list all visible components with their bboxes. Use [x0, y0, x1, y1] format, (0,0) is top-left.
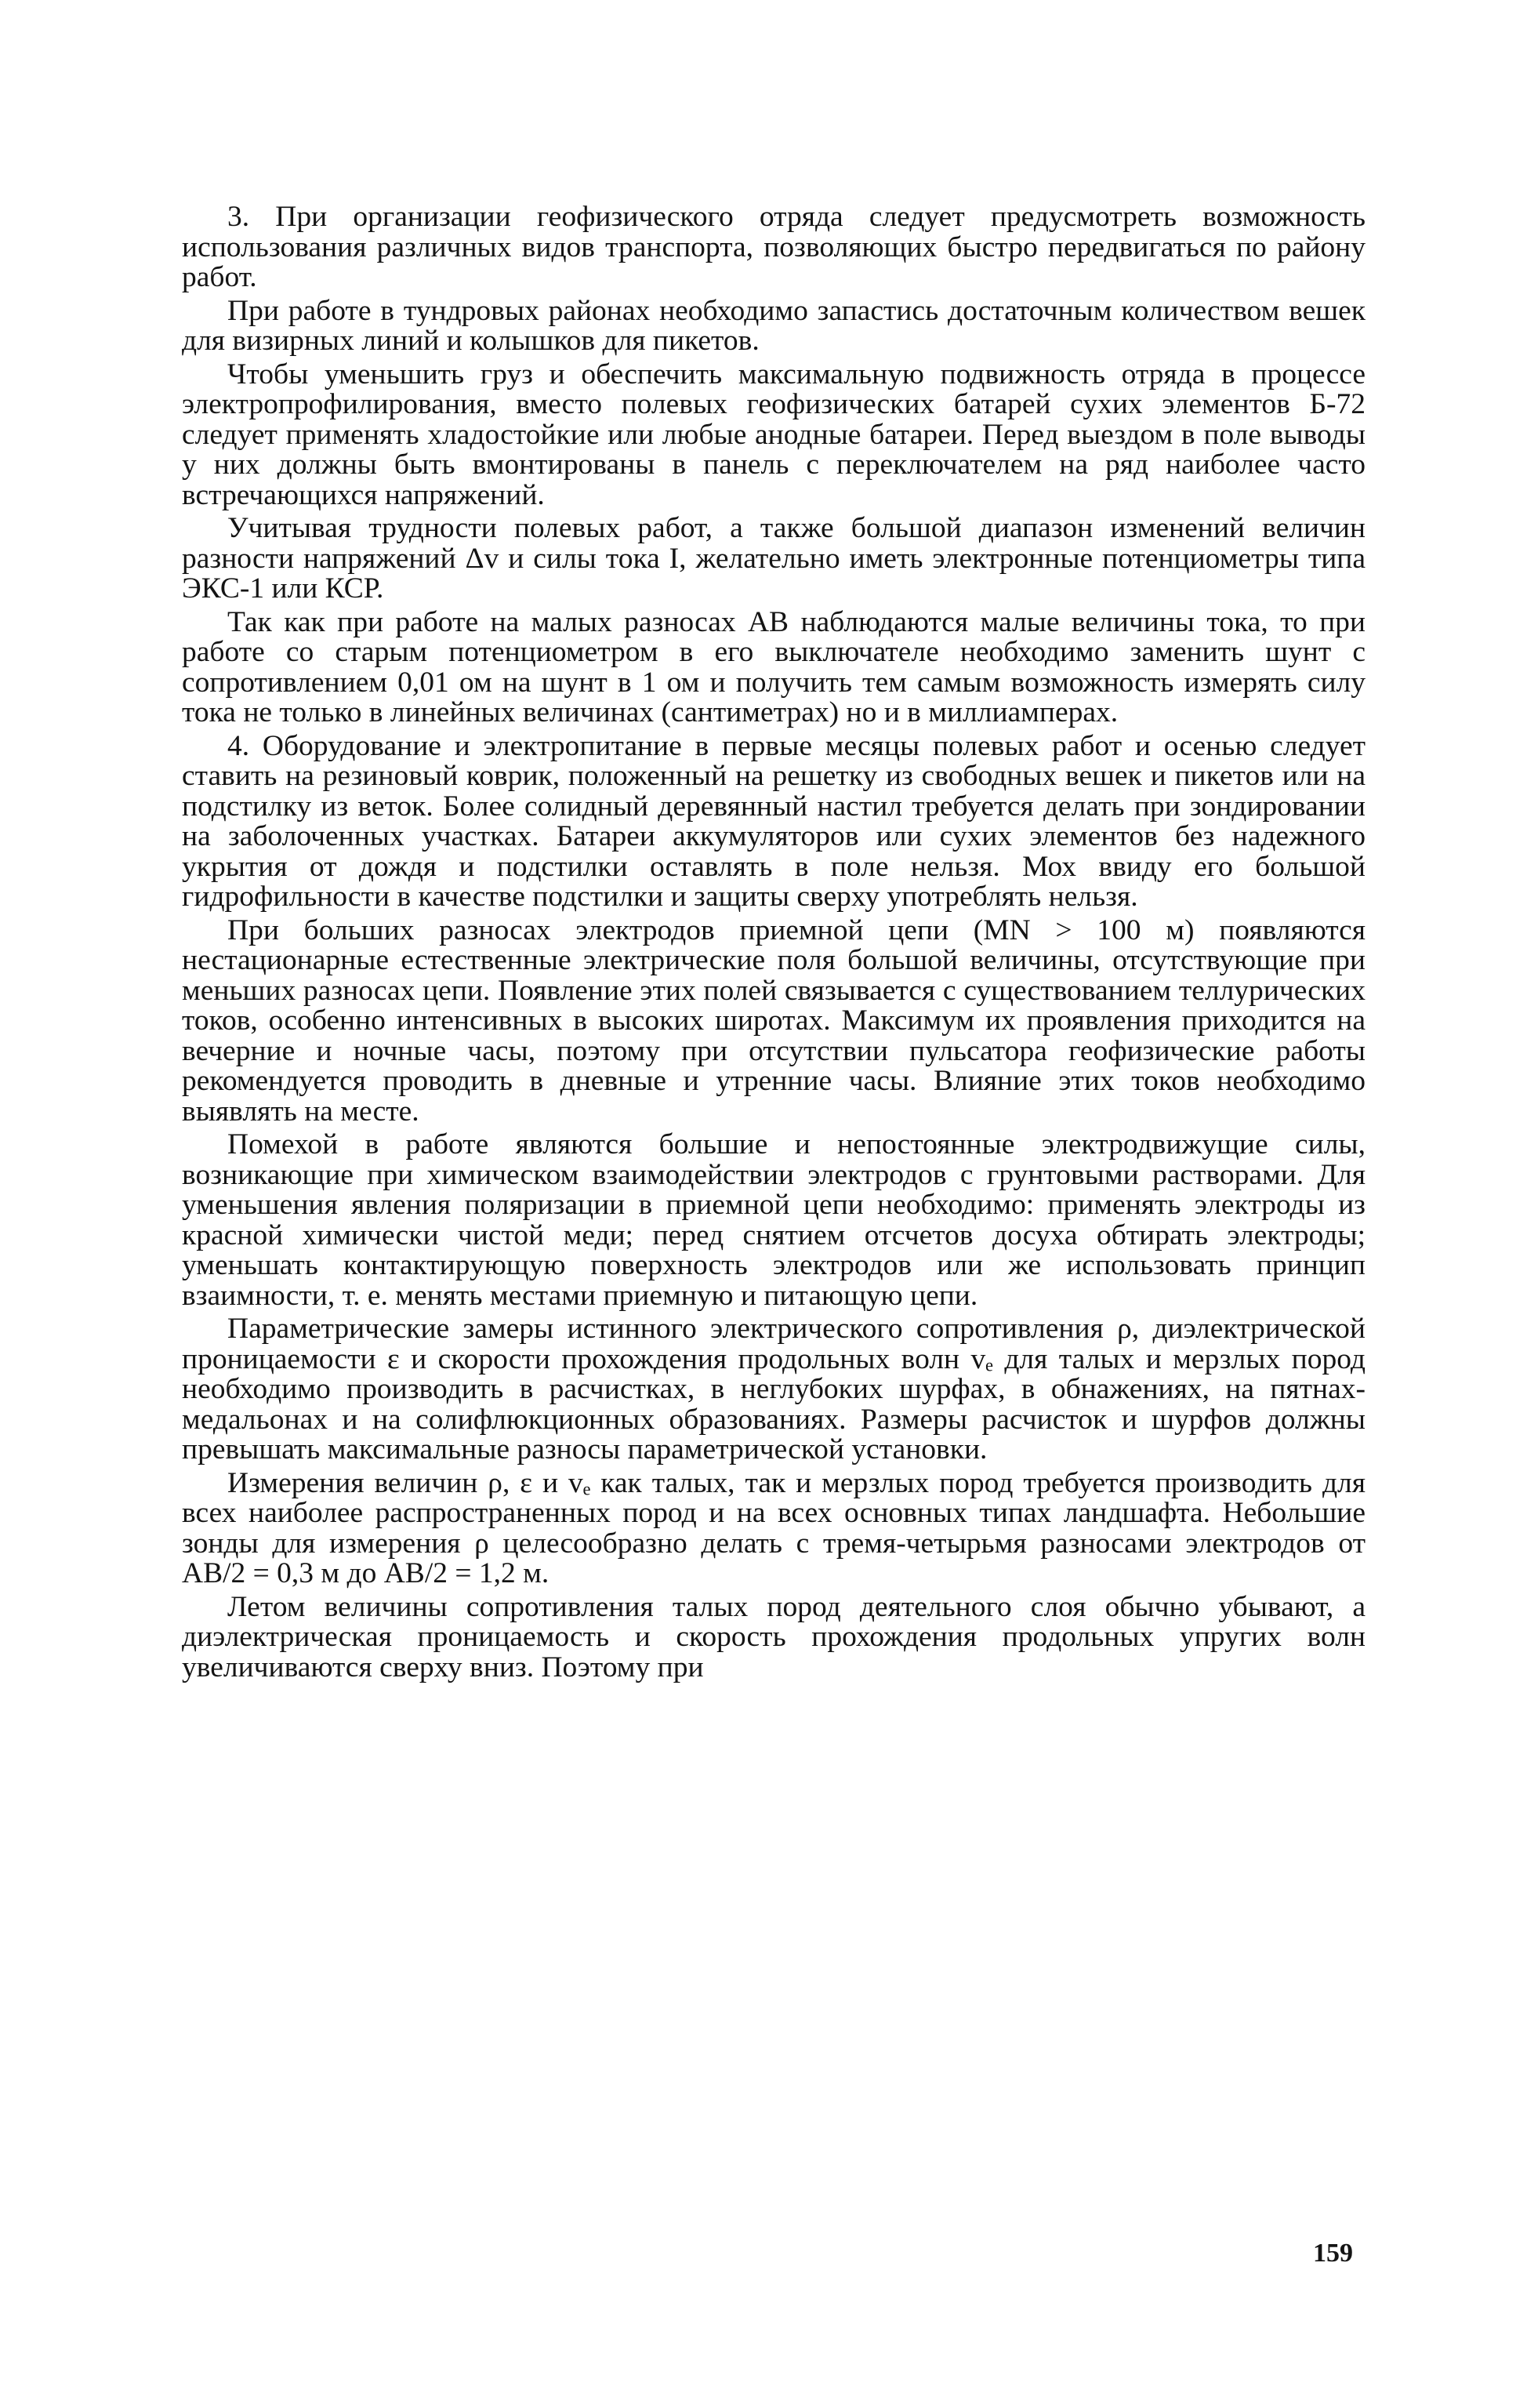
paragraph-parametric-measurements: Параметрические замеры истинного электрического сопротивления ρ, диэлектрической проницаемости ε и скорости прохождения продольных волн vₑ для талых и мерзлых пород необходимо производить в расчистках, в неглубоких шурфах, в обнажениях, на пятнах-медальонах и на солифлюкционных образованиях. Размеры расчисток и шурфов должны превышать максимальные разносы параметрической установки. [182, 1313, 1366, 1466]
paragraph-summer-values: Летом величины сопротивления талых пород деятельного слоя обычно убывают, а диэлектрическая проницаемость и скорость прохождения продольных упругих волн увеличиваются сверху вниз. Поэтому при [182, 1590, 1366, 1683]
paragraph-tundra-stakes: При работе в тундровых районах необходимо запастись достаточным количеством вешек для визирных линий и колышков для пикетов. [182, 294, 1366, 357]
paragraph-shunt: Так как при работе на малых разносах AB наблюдаются малые величины тока, то при работе со старым потенциометром в его выключателе необходимо заменить шунт с сопротивлением 0,01 ом на шунт в 1 ом и получить тем самым возможность измерять силу тока не только в линейных величинах (сантиметрах) но и в миллиамперах. [182, 605, 1366, 728]
paragraph-measurement-sondes: Измерения величин ρ, ε и vₑ как талых, так и мерзлых пород требуется производить для всех наиболее распространенных пород и на всех основных типах ландшафта. Небольшие зонды для измерения ρ целесообразно делать с тремя-четырьмя разносами электродов от AB/2 = 0,3 м до AB/2 = 1,2 м. [182, 1466, 1366, 1589]
paragraph-equipment: 4. Оборудование и электропитание в первые месяцы полевых работ и осенью следует ставить на резиновый коврик, положенный на решетку из свободных вешек и пикетов или на подстилку из веток. Более солидный деревянный настил требуется делать при зондировании на заболоченных участках. Батареи аккумуляторов или сухих элементов без надежного укрытия от дождя и подстилки оставлять в поле нельзя. Мох ввиду его большой гидрофильности в качестве подстилки и защиты сверху употреблять нельзя. [182, 729, 1366, 913]
paragraph-batteries: Чтобы уменьшить груз и обеспечить максимальную подвижность отряда в процессе электропрофилирования, вместо полевых геофизических батарей сухих элементов Б-72 следует применять хладостойкие или любые анодные батареи. Перед выездом в поле выводы у них должны быть вмонтированы в панель с переключателем на ряд наиболее часто встречающихся напряжений. [182, 358, 1366, 511]
paragraph-telluric-currents: При больших разносах электродов приемной цепи (MN > 100 м) появляются нестационарные естественные электрические поля большой величины, отсутствующие при меньших разносах цепи. Появление этих полей связывается с существованием теллурических токов, особенно интенсивных в высоких широтах. Максимум их проявления приходится на вечерние и ночные часы, поэтому при отсутствии пульсатора геофизические работы рекомендуется проводить в дневные и утренние часы. Влияние этих токов необходимо выявлять на месте. [182, 913, 1366, 1128]
paragraph-potentiometers: Учитывая трудности полевых работ, а также большой диапазон изменений величин разности напряжений Δv и силы тока I, желательно иметь электронные потенциометры типа ЭКС-1 или КСР. [182, 512, 1366, 605]
paragraph-transport: 3. При организации геофизического отряда следует предусмотреть возможность использования различных видов транспорта, позволяющих быстро передвигаться по району работ. [182, 201, 1366, 293]
paragraph-polarization: Помехой в работе являются большие и непостоянные электродвижущие силы, возникающие при химическом взаимодействии электродов с грунтовыми растворами. Для уменьшения явления поляризации в приемной цепи необходимо: применять электроды из красной химически чистой меди; перед снятием отсчетов досуха обтирать электроды; уменьшать контактирующую поверхность электродов или же использовать принцип взаимности, т. е. менять местами приемную и питающую цепи. [182, 1128, 1366, 1312]
page-body [182, 202, 1366, 1686]
page-number: 159 [1313, 2239, 1353, 2268]
